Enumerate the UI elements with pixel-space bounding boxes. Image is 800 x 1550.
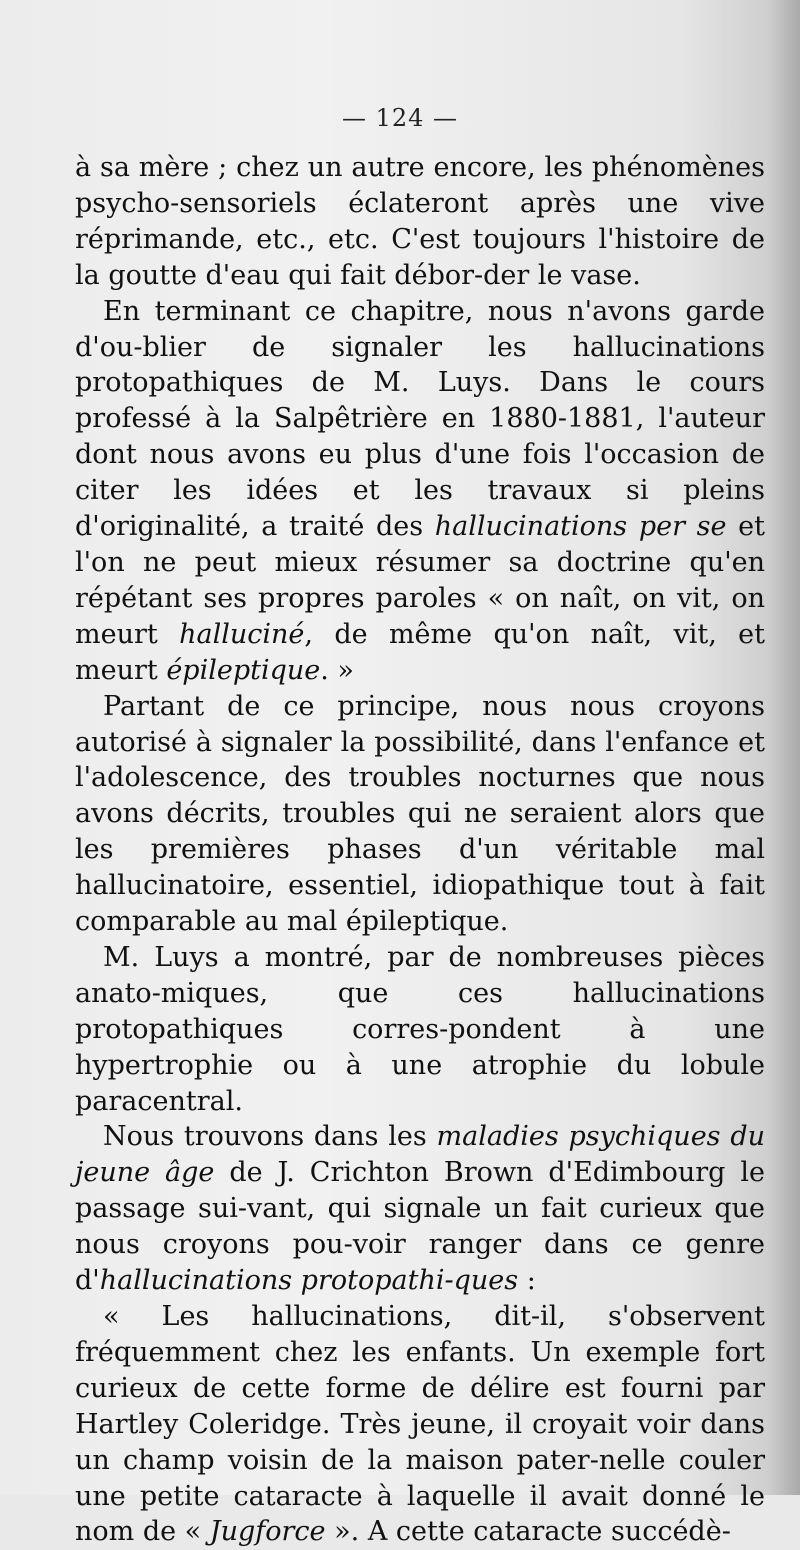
text-run: : (518, 1265, 536, 1297)
italic-text: Jugforce (209, 1516, 326, 1548)
text-run: à sa mère ; chez un autre encore, les phénomènes psycho-sensoriels éclateront après une vive réprimande, etc., etc. C'est toujours l'histoire de la goutte d'eau qui fait débor-der le vase. (75, 152, 765, 291)
italic-text: épileptique (166, 654, 321, 686)
paragraph (75, 294, 765, 689)
text-run: et l'on ne peut mieux résumer sa doctrine qu'en répétant ses propres paroles « on naît, on vit, on meurt (75, 511, 765, 650)
text-run: Partant de ce principe, nous nous croyons autorisé à signaler la possibilité, dans l'enfance et l'adolescence, des troubles nocturnes que nous avons décrits, troubles qui ne seraient alors que les premières phases d'un véritable mal hallucinatoire, essentiel, idiopathique tout à fait comparable au mal épileptique. (75, 690, 765, 938)
italic-text: hallucinations per se (434, 511, 727, 543)
paragraph (75, 150, 765, 294)
paragraph (75, 940, 765, 1120)
italic-text: hallucinations protopathi-ques (99, 1265, 519, 1297)
text-run: « Les hallucinations, dit-il, s'observent fréquemment chez les enfants. Un exemple fort curieux de cette forme de délire est fourni par Hartley Coleridge. Très jeune, il croyait voir dans un champ voisin de la maison pater-nelle couler une petite cataracte à laquelle il avait donné le nom de « (75, 1301, 765, 1548)
paragraph (75, 689, 765, 940)
paragraph (75, 1119, 765, 1299)
paragraph (75, 1299, 765, 1550)
text-run: M. Luys a montré, par de nombreuses pièces anato-miques, que ces hallucinations protopathiques corres-pondent à une hypertrophie ou à une atrophie du lobule paracentral. (75, 941, 765, 1117)
text-run: Nous trouvons dans les (103, 1121, 437, 1153)
text-run: , de même qu'on naît, vit, et meurt (75, 618, 765, 686)
page-number: — 124 — (341, 104, 459, 132)
text-run: ». A cette cataracte succédè- (325, 1516, 731, 1548)
text-run: . » (320, 654, 354, 686)
italic-text: maladies psychiques du jeune âge (75, 1121, 765, 1189)
italic-text: halluciné (179, 618, 305, 650)
text-run: de J. Crichton Brown d'Edimbourg le passage sui-vant, qui signale un fait curieux que nous croyons pou-voir ranger dans ce genre d' (75, 1157, 765, 1297)
text-run: En terminant ce chapitre, nous n'avons garde d'ou-blier de signaler les hallucinations protopathiques de M. Luys. Dans le cours professé à la Salpêtrière en 1880-1881, l'auteur dont nous avons eu plus d'une fois l'occasion de citer les idées et les travaux si pleins d'originalité, a traité des (75, 295, 765, 543)
body-text (75, 150, 765, 1550)
